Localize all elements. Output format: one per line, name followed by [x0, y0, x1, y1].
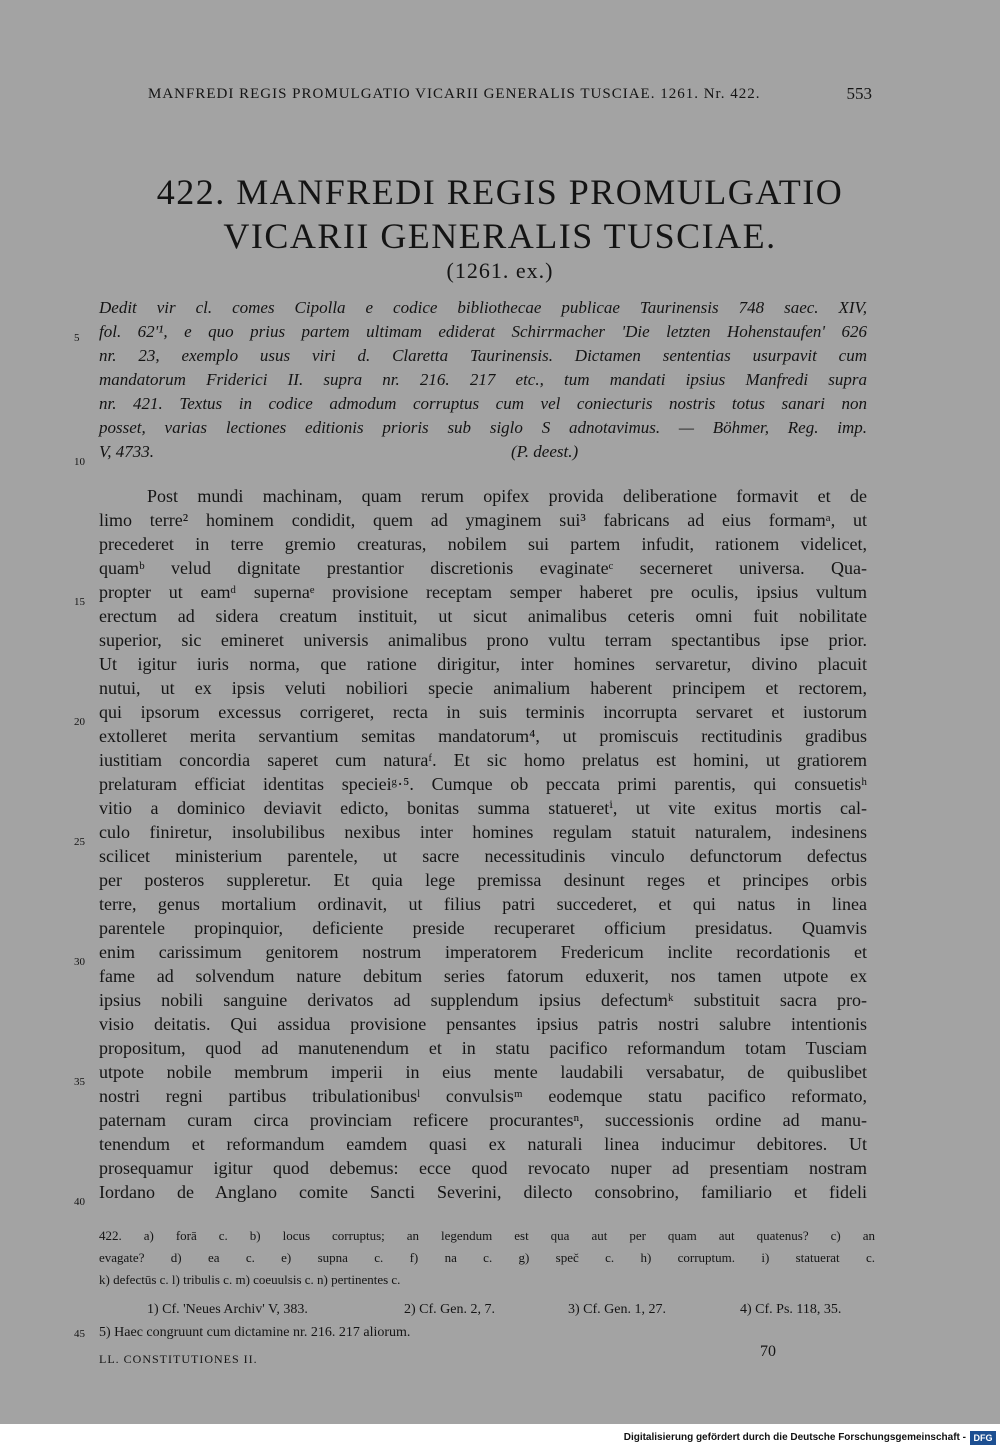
footnote: 3) Cf. Gen. 1, 27.	[568, 1302, 666, 1317]
body-line: enim carissimum genitorem nostrum imperatorem Fredericum inclite recordationis et	[99, 942, 867, 962]
intro-line: posset, varias lectiones editionis prioris sub siglo S adnotavimus. — Böhmer, Reg. imp.	[99, 418, 867, 437]
body-line: prelaturam efficiat identitas specieiᵍ·⁵. Cumque ob peccata primi parentis, qui consuetisʰ	[99, 774, 867, 794]
document-title	[90, 170, 910, 258]
body-line: Ut igitur iuris norma, que ratione dirigitur, inter homines servaretur, divino placuit	[99, 654, 867, 674]
body-line: prosequamur igitur quod debemus: ecce quod revocato nuper ad presentiam nostram	[99, 1158, 867, 1178]
body-line: limo terre² hominem condidit, quem ad ymaginem sui³ fabricans ad eius formamᵃ, ut	[99, 510, 867, 530]
footnote: 5) Haec congruunt cum dictamine nr. 216. 217 aliorum.	[99, 1325, 411, 1340]
body-line: Iordano de Anglano comite Sancti Severini, dilecto consobrino, familiario et fideli	[99, 1182, 867, 1202]
body-line: utpote nobile membrum imperii in eius mente laudabili versabatur, de quibuslibet	[99, 1062, 867, 1082]
page-number: 553	[846, 84, 872, 103]
body-line: tenendum et reformandum eamdem quasi ex naturali linea inducimur debitores. Ut	[99, 1134, 867, 1154]
footnote: 4) Cf. Ps. 118, 35.	[740, 1302, 842, 1317]
line-number: 35	[74, 1076, 85, 1088]
body-line: culo finiretur, insolubilibus nexibus inter homines regulam statuit naturalem, indesinens	[99, 822, 867, 842]
document-date: (1261. ex.)	[446, 258, 554, 283]
body-line: nutui, ut ex ipsis veluti nobiliori specie animalium haberent principem et rectorem,	[99, 678, 867, 698]
digitization-notice: Digitalisierung gefördert durch die Deutsche Forschungsgemeinschaft -	[623, 1432, 966, 1443]
body-line: quamᵇ velud dignitate prestantior discretionis evaginateᶜ secerneret universa. Qua-	[99, 558, 867, 578]
variant-line: 422. a) forā c. b) locus corruptus; an legendum est qua aut per quam aut quatenus? c) an	[99, 1228, 875, 1243]
intro-line: mandatorum Friderici II. supra nr. 216. 217 etc., tum mandati ipsius Manfredi supra	[99, 370, 867, 389]
variant-line: k) defectūs c. l) tribulis c. m) coeuulsis c. n) pertinentes c.	[99, 1272, 401, 1287]
intro-line: V, 4733. (P. deest.)	[99, 442, 579, 461]
running-head-title: MANFREDI REGIS PROMULGATIO VICARII GENERALIS TUSCIAE. 1261. Nr. 422.	[148, 86, 761, 102]
collection-label: LL. CONSTITUTIONES II.	[99, 1352, 258, 1366]
body-line: fame ad solvendum nature debitum series fatorum eduxerit, nos tamen utpote ex	[99, 966, 867, 986]
body-line: propter ut eamᵈ supernaᵉ provisione receptam semper haberet pre oculis, ipsius vultum	[99, 582, 867, 602]
title-line-2: VICARII GENERALIS TUSCIAE.	[223, 216, 777, 256]
digitization-banner	[0, 1424, 1000, 1453]
intro-line: nr. 421. Textus in codice admodum corruptus cum vel coniecturis nostris totus sanari non	[99, 394, 867, 413]
body-line: Post mundi machinam, quam rerum opifex provida deliberatione formavit et de	[147, 486, 867, 506]
line-number: 45	[74, 1328, 85, 1340]
footnote: 2) Cf. Gen. 2, 7.	[404, 1302, 495, 1317]
body-line: precederet in terre gremio creaturas, nobilem sui partem infudit, rationem videlicet,	[99, 534, 867, 554]
body-line: parentele propinquior, deficiente preside recuperaret officium presidatus. Quamvis	[99, 918, 867, 938]
line-number: 20	[74, 716, 85, 728]
body-line: ipsius nobili sanguine derivatos ad supplendum ipsius defectumᵏ substituit sacra pro-	[99, 990, 867, 1010]
intro-line: fol. 62'¹, e quo prius partem ultimam ediderat Schirrmacher 'Die letzten Hohenstaufen' 626	[99, 322, 867, 341]
title-line-1: 422. MANFREDI REGIS PROMULGATIO	[156, 172, 844, 212]
body-line: paternam curam circa provinciam reficere procurantesⁿ, successionis ordine ad manu-	[99, 1110, 867, 1130]
body-line: propositum, quod ad manutenendum et in statu pacifico reformandum totam Tusciam	[99, 1038, 867, 1058]
line-number: 15	[74, 596, 85, 608]
body-line: erectum ad sidera creatum instituit, ut sicut animalibus ceteris omni fuit nobilitate	[99, 606, 867, 626]
line-number: 10	[74, 456, 85, 468]
intro-line: nr. 23, exemplo usus viri d. Claretta Taurinensis. Dictamen sententias usurpavit cum	[99, 346, 867, 365]
running-head	[148, 86, 872, 103]
body-line: nostri regni partibus tribulationibusˡ convulsisᵐ eodemque statu pacifico reformato,	[99, 1086, 867, 1106]
body-line: scilicet ministerium parentele, ut sacre necessitudinis vinculo defunctorum defectus	[99, 846, 867, 866]
body-line: iustitiam concordia saperet cum naturaᶠ. Et sic homo prelatus est homini, ut gratiorem	[99, 750, 867, 770]
variant-line: evagate? d) ea c. e) supna c. f) na c. g) speč c. h) corruptum. i) statuerat c.	[99, 1250, 875, 1265]
footnote: 1) Cf. 'Neues Archiv' V, 383.	[147, 1302, 308, 1317]
intro-line: Dedit vir cl. comes Cipolla e codice bibliothecae publicae Taurinensis 748 saec. XIV,	[99, 298, 867, 317]
body-line: extolleret merita servantium semitas mandatorum⁴, ut promiscuis rectitudinis gradibus	[99, 726, 867, 746]
body-line: terre, genus mortalium ordinavit, ut filius patri succederet, et qui natus in linea	[99, 894, 867, 914]
body-line: superior, sic emineret universis animalibus prono vultu terram spectantibus ipse prior.	[99, 630, 867, 650]
line-number: 30	[74, 956, 85, 968]
body-line: qui ipsorum excessus corrigeret, recta in suis terminis incorrupta servaret et iustorum	[99, 702, 867, 722]
line-number: 5	[74, 332, 80, 344]
dfg-logo: DFG	[970, 1431, 996, 1445]
line-number: 25	[74, 836, 85, 848]
signature-mark: 70	[760, 1343, 776, 1360]
body-line: per posteros suppleretur. Et quia lege premissa desinunt reges et principes orbis	[99, 870, 867, 890]
body-line: vitio a dominico deviavit edicto, bonitas summa statueretⁱ, ut vite exitus mortis cal-	[99, 798, 867, 818]
line-number: 40	[74, 1196, 85, 1208]
body-line: visio deitatis. Qui assidua provisione pensantes ipsius patris nostri salubre intentionis	[99, 1014, 867, 1034]
